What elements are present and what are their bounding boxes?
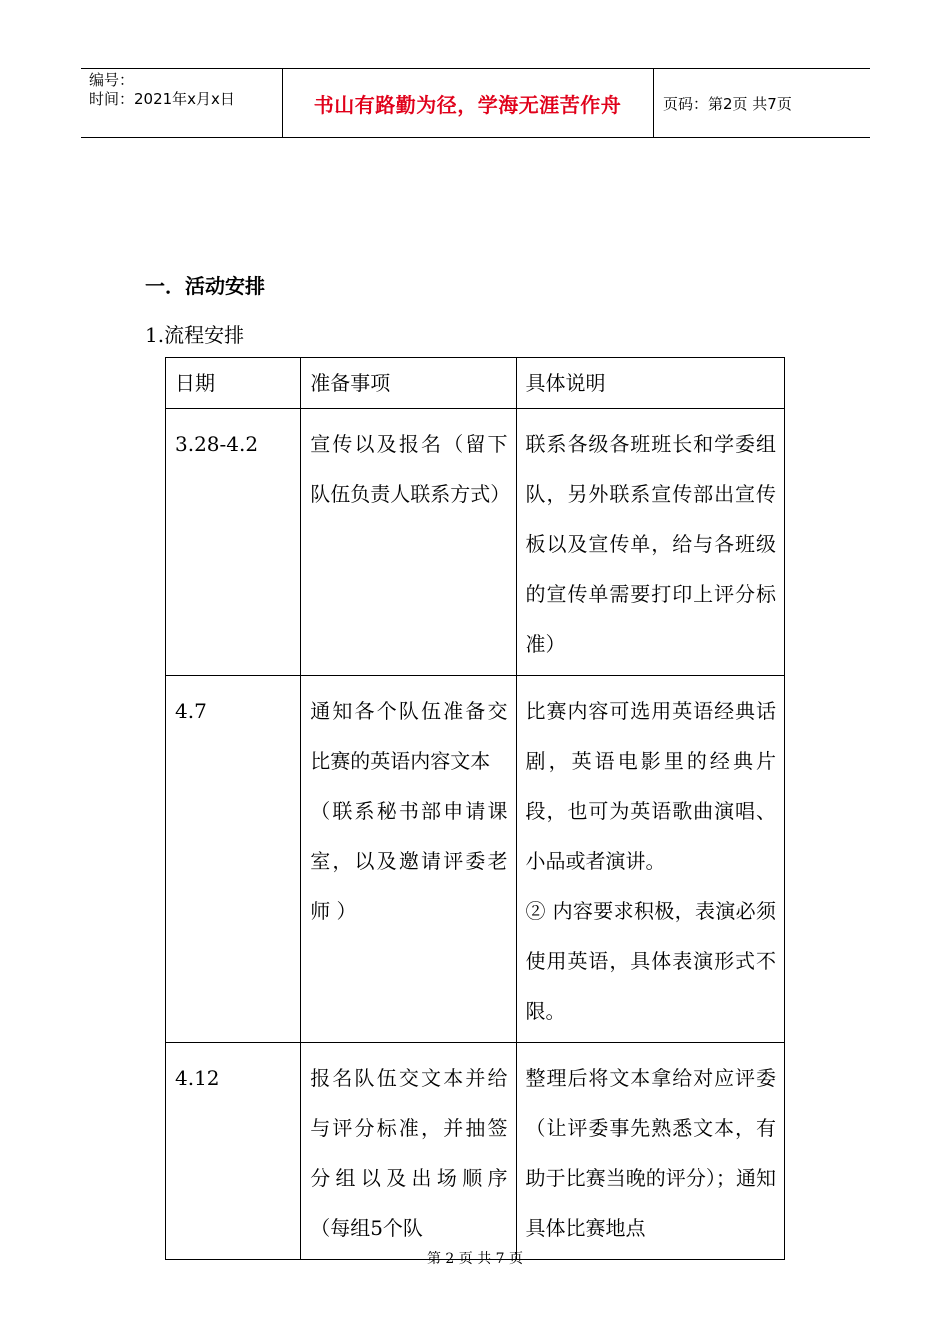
number-label: 编号： xyxy=(89,71,135,89)
header-cell-prep: 准备事项 xyxy=(301,358,516,409)
prep-cell xyxy=(301,676,516,1043)
detail-text: 整理后将文本拿给对应评委（让评委事先熟悉文本，有助于比赛当晚的评分）；通知具体比赛地点 xyxy=(525,1066,776,1240)
header-page-info: 页码：第2页 共7页 xyxy=(663,94,792,113)
prep-text: （联系秘书部申请课室，以及邀请评委老师 ） xyxy=(310,799,508,923)
section-title: 一．活动安排 xyxy=(145,274,265,298)
subsection-title: 1.流程安排 xyxy=(145,323,245,347)
detail-text: 比赛内容可选用英语经典话剧，英语电影里的经典片段，也可为英语歌曲演唱、小品或者演讲。 xyxy=(525,699,776,873)
date-cell: 3.28-4.2 xyxy=(166,409,301,676)
prep-text: 报名队伍交文本并给与评分标准，并抽签分组以及出场顺序（每组5个队 xyxy=(310,1066,508,1240)
table-row xyxy=(166,676,785,1043)
prep-cell xyxy=(301,1043,516,1260)
prep-text: 宣传以及报名（留下队伍负责人联系方式） xyxy=(310,432,511,506)
detail-cell xyxy=(516,409,784,676)
detail-cell xyxy=(516,676,784,1043)
header-motto: 书山有路勤为径，学海无涯苦作舟 xyxy=(313,92,622,117)
table-row xyxy=(166,1043,785,1260)
table-header-row xyxy=(166,358,785,409)
detail-text: 联系各级各班班长和学委组队，另外联系宣传部出宣传板以及宣传单，给与各班级的宣传单需要打印上评分标准） xyxy=(525,432,776,656)
date-cell: 4.12 xyxy=(166,1043,301,1260)
date-cell: 4.7 xyxy=(166,676,301,1043)
table-row xyxy=(166,409,785,676)
header-divider xyxy=(653,69,654,137)
time-label: 时间：2021年x月x日 xyxy=(89,90,235,108)
page-footer: 第 2 页 共 7 页 xyxy=(426,1251,524,1267)
detail-text: ② 内容要求积极，表演必须使用英语，具体表演形式不限。 xyxy=(525,899,776,1023)
prep-text: 通知各个队伍准备交比赛的英语内容文本 xyxy=(310,699,508,773)
header-cell-detail: 具体说明 xyxy=(516,358,784,409)
header-cell-date: 日期 xyxy=(166,358,301,409)
prep-cell xyxy=(301,409,516,676)
document-header xyxy=(81,68,870,138)
header-left-cell xyxy=(89,71,235,109)
detail-cell xyxy=(516,1043,784,1260)
schedule-table xyxy=(165,357,785,1260)
